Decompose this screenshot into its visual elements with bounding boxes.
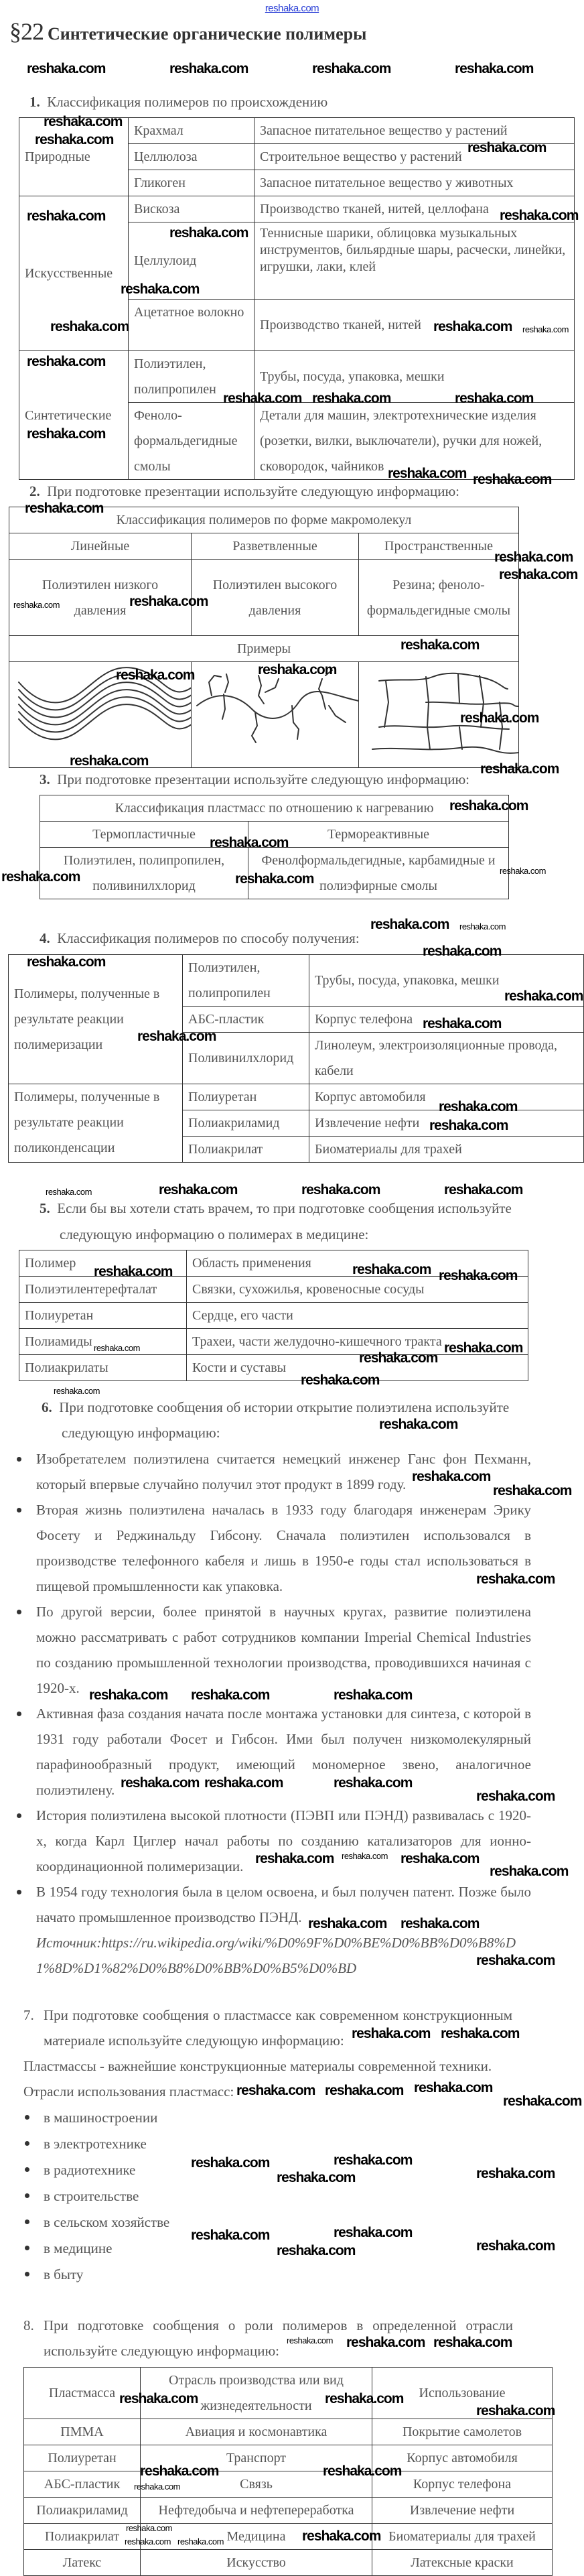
- history-bullet-item: [36, 1701, 531, 1803]
- watermark: reshaka.com: [480, 761, 559, 777]
- bullet-icon: [17, 1813, 21, 1818]
- watermark: reshaka.com: [287, 2335, 333, 2345]
- polymer-cell: Полиэтилен, полипропилен: [129, 351, 254, 403]
- task-text: При подготовке презентации используйте следующую информацию:: [47, 483, 459, 499]
- history-bullet: История полиэтилена высокой плотности (ПЭВП или ПЭНД) развивалась с 1920-х, когда Карл Циглер начал работы по созданию катализаторов для ионно-координационной полимеризации.: [36, 1807, 531, 1874]
- polymer-cell: Крахмал: [129, 118, 254, 144]
- watermark: reshaka.com: [312, 61, 391, 76]
- watermark: reshaka.com: [439, 1268, 518, 1283]
- watermark: reshaka.com: [455, 61, 534, 76]
- watermark: reshaka.com: [342, 1851, 388, 1861]
- watermark: reshaka.com: [493, 1483, 572, 1498]
- use-cell: Запасное питательное вещество у животных: [254, 170, 575, 196]
- column-header: Отрасль производства или вид жизнедеятельности: [141, 2368, 372, 2419]
- watermark: reshaka.com: [476, 1789, 555, 1804]
- polymer-cell: Ацетатное волокно: [129, 300, 254, 351]
- watermark: reshaka.com: [126, 2523, 172, 2533]
- watermark: reshaka.com: [308, 1916, 387, 1931]
- watermark: reshaka.com: [134, 2482, 180, 2492]
- column-header: Термопластичные: [40, 822, 248, 848]
- use-cell: Производство тканей, нитей: [254, 300, 575, 351]
- list-item-label: в радиотехнике: [44, 2162, 136, 2178]
- use-cell: Строительное вещество у растений: [254, 144, 575, 170]
- table-title: Классификация полимеров по форме макромолекул: [9, 507, 519, 533]
- watermark: reshaka.com: [70, 753, 149, 769]
- watermark: reshaka.com: [302, 2528, 381, 2544]
- watermark: reshaka.com: [27, 61, 106, 76]
- history-bullet: Активная фаза создания начата после монтажа установки для синтеза, с которой в 1931 году работали Фосет и Гибсон. Ими был получен низкомолекулярный парафинообразный продукт, имеющий мономерное звено, аналогичное полиэтилену.: [36, 1705, 531, 1798]
- group-cell: Природные: [19, 118, 129, 196]
- origin-classification-table: [19, 117, 575, 480]
- watermark: reshaka.com: [301, 1182, 380, 1198]
- watermark: reshaka.com: [467, 140, 546, 155]
- use-cell: Детали для машин, электротехнические изделия (розетки, вилки, выключатели), ручки для ножей, сковородок, чайников: [254, 403, 575, 480]
- watermark: reshaka.com: [169, 61, 248, 76]
- use-cell: Корпус автомобиля: [309, 1084, 584, 1110]
- use-cell: Корпус телефона: [372, 2471, 553, 2498]
- task6-heading-cont: следующую информацию:: [62, 1425, 220, 1441]
- industry-cell: Медицина: [141, 2524, 372, 2550]
- history-bullet-item: [36, 1803, 531, 1879]
- use-cell: Биоматериалы для трахей: [309, 1137, 584, 1163]
- task-number: 6.: [42, 1399, 52, 1415]
- column-header: Полимер: [19, 1250, 187, 1277]
- column-header: Термореактивные: [248, 822, 509, 848]
- plastic-cell: ПММА: [24, 2419, 141, 2445]
- task-number: 3.: [40, 771, 50, 787]
- watermark: reshaka.com: [439, 1099, 518, 1114]
- use-cell: Извлечение нефти: [309, 1110, 584, 1137]
- list-item: [44, 2183, 584, 2209]
- watermark: reshaka.com: [191, 1687, 270, 1703]
- plastics-statement: Пластмассы - важнейшие конструкционные материалы современной техники.: [23, 2058, 492, 2074]
- watermark: reshaka.com: [301, 1372, 380, 1388]
- use-cell: Трахеи, части желудочно-кишечного тракта: [187, 1329, 528, 1355]
- use-cell: Связки, сухожилья, кровеносные сосуды: [187, 1277, 528, 1303]
- industry-cell: Связь: [141, 2471, 372, 2498]
- watermark: reshaka.com: [1, 869, 80, 885]
- watermark: reshaka.com: [334, 1775, 413, 1791]
- task6-heading: [42, 1395, 584, 1420]
- example-cell: Резина; феноло-формальдегидные смолы: [359, 560, 519, 636]
- watermark: reshaka.com: [223, 391, 302, 406]
- watermark: reshaka.com: [191, 2228, 270, 2243]
- watermark: reshaka.com: [255, 1851, 334, 1866]
- history-bullet: В 1954 году технология была в целом освоена, и был получен патент. Позже было начато промышленное производство ПЭНД.: [36, 1884, 531, 1925]
- watermark: reshaka.com: [476, 1953, 555, 1968]
- watermark: reshaka.com: [476, 2166, 555, 2181]
- watermark: reshaka.com: [423, 944, 502, 959]
- watermark: reshaka.com: [379, 1417, 458, 1432]
- watermark: reshaka.com: [433, 319, 512, 334]
- bullet-icon: [17, 1508, 21, 1512]
- watermark: reshaka.com: [504, 988, 583, 1004]
- value-cell: Фенолформальдегидные, карбамидные и полиэфирные смолы: [248, 848, 509, 899]
- page-title: [9, 17, 366, 46]
- watermark: reshaka.com: [441, 2026, 520, 2041]
- watermark: reshaka.com: [388, 466, 467, 481]
- use-cell: Кости и суставы: [187, 1355, 528, 1381]
- watermark: reshaka.com: [27, 208, 106, 224]
- polymer-cell: Целлулоид: [129, 222, 254, 300]
- plastics-list-title: Отрасли использования пластмасс:: [23, 2083, 234, 2100]
- bullet-icon: [25, 2246, 29, 2250]
- bullet-icon: [25, 2115, 29, 2120]
- watermark: reshaka.com: [54, 1386, 100, 1396]
- watermark: reshaka.com: [334, 2225, 413, 2240]
- industry-cell: Авиация и космонавтика: [141, 2419, 372, 2445]
- bullet-icon: [25, 2272, 29, 2276]
- watermark: reshaka.com: [490, 1864, 569, 1879]
- use-cell: Теннисные шарики, облицовка музыкальных инструментов, бильярдные шары, расчески, линейки, игрушки, лаки, клей: [254, 222, 575, 300]
- task7-text: При подготовке сообщения о пластмассе как современном конструкционным материале используйте следующую информацию:: [44, 2007, 512, 2049]
- bullet-icon: [25, 2141, 29, 2146]
- watermark: reshaka.com: [460, 710, 539, 726]
- watermark: reshaka.com: [400, 637, 480, 653]
- polymer-cell: Полиуретан: [19, 1303, 187, 1329]
- watermark: reshaka.com: [35, 132, 114, 147]
- watermark: reshaka.com: [13, 600, 60, 610]
- polymer-cell: Полиуретан: [183, 1084, 309, 1110]
- task-text: При подготовке презентации используйте следующую информацию:: [57, 771, 469, 787]
- example-cell: Полиэтилен высокого давления: [192, 560, 359, 636]
- use-cell: Трубы, посуда, упаковка, мешки: [309, 955, 584, 1007]
- watermark: reshaka.com: [455, 391, 534, 406]
- watermark: reshaka.com: [500, 208, 579, 223]
- use-cell: Корпус автомобиля: [372, 2445, 553, 2471]
- watermark: reshaka.com: [476, 2238, 555, 2254]
- example-cell: Полиэтилен низкого давления: [9, 560, 192, 636]
- task-text: Классификация полимеров по происхождению: [47, 94, 328, 110]
- plastic-cell: АБС-пластик: [24, 2471, 141, 2498]
- bullet-icon: [17, 1712, 21, 1716]
- use-cell: Покрытие самолетов: [372, 2419, 553, 2445]
- use-cell: Сердце, его части: [187, 1303, 528, 1329]
- watermark: reshaka.com: [191, 2155, 270, 2171]
- watermark: reshaka.com: [258, 662, 337, 678]
- watermark: reshaka.com: [159, 1182, 238, 1198]
- watermark: reshaka.com: [50, 319, 129, 334]
- watermark: reshaka.com: [449, 798, 528, 814]
- list-item: [44, 2209, 584, 2236]
- watermark: reshaka.com: [323, 2463, 402, 2479]
- bullet-icon: [17, 1457, 21, 1462]
- group-cell: Полимеры, полученные в результате реакции поликонденсации: [9, 1084, 183, 1163]
- plastic-cell: Полиакрилат: [24, 2524, 141, 2550]
- use-cell: Трубы, посуда, упаковка, мешки: [254, 351, 575, 403]
- polymer-cell: Целлюлоза: [129, 144, 254, 170]
- task8-text: При подготовке сообщения о роли полимеров в определенной отрасли используйте следующую информацию:: [44, 2317, 513, 2359]
- use-cell: Корпус телефона: [309, 1007, 584, 1033]
- polymer-cell: Гликоген: [129, 170, 254, 196]
- task-text: Классификация полимеров по способу получения:: [57, 930, 360, 946]
- site-link[interactable]: reshaka.com: [265, 3, 319, 14]
- bullet-icon: [25, 2167, 29, 2172]
- list-item-label: в строительстве: [44, 2188, 139, 2204]
- watermark: reshaka.com: [414, 2080, 493, 2096]
- watermark: reshaka.com: [277, 2170, 356, 2185]
- watermark: reshaka.com: [346, 2335, 425, 2350]
- watermark: reshaka.com: [400, 1916, 480, 1931]
- task-number: 7.: [23, 2007, 34, 2023]
- watermark: reshaka.com: [476, 1571, 555, 1587]
- watermark: reshaka.com: [204, 1775, 283, 1791]
- list-item-label: в быту: [44, 2266, 84, 2282]
- plastic-cell: Латекс: [24, 2550, 141, 2576]
- column-header: Линейные: [9, 533, 192, 560]
- history-bullet: По другой версии, более принятой в научных кругах, развитие полиэтилена можно рассматривать с работ сотрудников компании Imperial Chemical Industries по созданию промышленной технологии производства, проводившихся начиная с 1920-х.: [36, 1604, 531, 1696]
- watermark: reshaka.com: [236, 2083, 315, 2098]
- watermark: reshaka.com: [277, 2243, 356, 2258]
- use-cell: Извлечение нефти: [372, 2498, 553, 2524]
- watermark: reshaka.com: [27, 954, 106, 970]
- task-number: 8.: [23, 2317, 34, 2333]
- task-number: 4.: [40, 930, 50, 946]
- task5-heading: [40, 1196, 512, 1221]
- watermark: reshaka.com: [459, 921, 506, 931]
- bullet-icon: [25, 2219, 29, 2224]
- polymer-cell: Полиэтилентерефталат: [19, 1277, 187, 1303]
- bullet-icon: [17, 1890, 21, 1894]
- watermark: reshaka.com: [325, 2083, 404, 2098]
- polymer-cell: Феноло-формальдегидные смолы: [129, 403, 254, 480]
- watermark: reshaka.com: [429, 1118, 508, 1133]
- polymer-cell: Полиакрилат: [183, 1137, 309, 1163]
- task4-heading: [40, 925, 360, 951]
- history-bullet-item: [36, 1497, 531, 1599]
- watermark: reshaka.com: [312, 391, 391, 406]
- task3-heading: [40, 767, 469, 792]
- polymer-cell: Полиамиды: [19, 1329, 187, 1355]
- group-cell: Искусственные: [19, 196, 129, 351]
- industry-cell: Искусство: [141, 2550, 372, 2576]
- use-cell: Латексные краски: [372, 2550, 553, 2576]
- watermark: reshaka.com: [352, 2026, 431, 2041]
- watermark: reshaka.com: [125, 2536, 171, 2547]
- task5-heading-cont: следующую информацию о полимерах в медицине:: [60, 1226, 369, 1242]
- watermark: reshaka.com: [503, 2094, 582, 2109]
- watermark: reshaka.com: [444, 1182, 523, 1198]
- value-cell: Полиэтилен, полипропилен, поливинилхлорид: [40, 848, 248, 899]
- watermark: reshaka.com: [370, 917, 449, 932]
- watermark: reshaka.com: [359, 1350, 438, 1366]
- column-header: Использование: [372, 2368, 553, 2419]
- use-cell: Биоматериалы для трахей: [372, 2524, 553, 2550]
- column-header: Пространственные: [359, 533, 519, 560]
- watermark: reshaka.com: [235, 871, 314, 887]
- list-item: [44, 2131, 584, 2157]
- watermark: reshaka.com: [522, 324, 569, 334]
- watermark: reshaka.com: [121, 281, 200, 297]
- watermark: reshaka.com: [412, 1469, 491, 1484]
- polymer-cell: Полиэтилен, полипропилен: [183, 955, 309, 1007]
- use-cell: Линолеум, электроизоляционные провода, кабели: [309, 1033, 584, 1084]
- group-cell: Полимеры, полученные в результате реакции полимеризации: [9, 955, 183, 1084]
- bullet-icon: [25, 2193, 29, 2198]
- watermark: reshaka.com: [334, 1687, 413, 1703]
- watermark: reshaka.com: [423, 1016, 502, 1031]
- task-text: Если бы вы хотели стать врачем, то при подготовке сообщения используйте: [57, 1200, 512, 1216]
- watermark: reshaka.com: [334, 2152, 413, 2168]
- watermark: reshaka.com: [94, 1264, 173, 1279]
- watermark: reshaka.com: [169, 225, 248, 241]
- watermark: reshaka.com: [119, 2391, 198, 2406]
- industry-cell: Транспорт: [141, 2445, 372, 2471]
- watermark: reshaka.com: [444, 1340, 523, 1356]
- column-header: Пластмасса: [24, 2368, 141, 2419]
- polymer-cell: Полиакрилаты: [19, 1355, 187, 1381]
- watermark: reshaka.com: [473, 472, 552, 487]
- plastics-usage-list: [0, 2105, 584, 2288]
- watermark: reshaka.com: [500, 866, 546, 876]
- list-item-label: в медицине: [44, 2240, 113, 2256]
- watermark: reshaka.com: [177, 2536, 224, 2547]
- watermark: reshaka.com: [27, 354, 106, 369]
- watermark: reshaka.com: [352, 1262, 431, 1277]
- column-header: Разветвленные: [192, 533, 359, 560]
- watermark: reshaka.com: [140, 2463, 219, 2479]
- polymer-cell: Вискоза: [129, 196, 254, 222]
- watermark: reshaka.com: [27, 426, 106, 442]
- watermark: reshaka.com: [129, 594, 208, 609]
- watermark: reshaka.com: [494, 550, 573, 565]
- watermark: reshaka.com: [46, 1187, 92, 1197]
- task-number: 1.: [29, 94, 40, 110]
- task-number: 2.: [29, 483, 40, 499]
- bullet-icon: [17, 1610, 21, 1614]
- use-cell: Запасное питательное вещество у растений: [254, 118, 575, 144]
- history-bullet: Вторая жизнь полиэтилена началась в 1933 году благодаря инженерам Эрику Фосету и Реджинальду Гибсону. Сначала полиэтилен использовался в производстве телефонного кабеля и лишь в 1950-е годы стал использоваться в пищевой промышленности как упаковка.: [36, 1502, 531, 1594]
- task1-heading: [29, 89, 327, 115]
- list-item-label: в сельском хозяйстве: [44, 2214, 170, 2230]
- list-item-label: в электротехнике: [44, 2136, 147, 2152]
- watermark: reshaka.com: [94, 1343, 140, 1353]
- section-title: Синтетические органические полимеры: [48, 24, 367, 44]
- list-item-label: в машиностроении: [44, 2110, 158, 2126]
- history-bullet-item: [36, 1599, 531, 1701]
- watermark: reshaka.com: [116, 667, 195, 683]
- table-title: Классификация пластмасс по отношению к нагреванию: [40, 795, 509, 822]
- history-bullet: Изобретателем полиэтилена считается немецкий инженер Ганс фон Пехманн, который впервые случайно получил этот продукт в 1899 году.: [36, 1451, 531, 1492]
- watermark: reshaka.com: [210, 835, 289, 850]
- source-link[interactable]: Источник:https://ru.wikipedia.org/wiki/%D0%9F%D0%BE%D0%BB%D0%B8%D1%8D%D1%82%D0%B8%D0%BB%D0%B5%D0%BD: [36, 1935, 516, 1976]
- group-cell: Синтетические: [19, 351, 129, 480]
- watermark: reshaka.com: [499, 567, 578, 582]
- watermark: reshaka.com: [433, 2335, 512, 2350]
- industry-polymers-table: [23, 2367, 553, 2576]
- watermark: reshaka.com: [476, 2403, 555, 2419]
- section-number: §22: [9, 18, 44, 45]
- industry-cell: Нефтедобыча и нефтепереработка: [141, 2498, 372, 2524]
- column-header: Область применения: [187, 1250, 528, 1277]
- task-text: При подготовке сообщения об истории открытие полиэтилена используйте: [59, 1399, 510, 1415]
- polymer-cell: АБС-пластик: [183, 1007, 309, 1033]
- watermark: reshaka.com: [89, 1687, 168, 1703]
- watermark: reshaka.com: [400, 1851, 480, 1866]
- examples-label: Примеры: [9, 636, 519, 662]
- task-number: 5.: [40, 1200, 50, 1216]
- watermark: reshaka.com: [121, 1775, 200, 1791]
- watermark: reshaka.com: [44, 114, 123, 129]
- list-item: [44, 2262, 584, 2288]
- use-cell: Производство тканей, нитей, целлофана: [254, 196, 575, 222]
- polymer-cell: Поливинилхлорид: [183, 1033, 309, 1084]
- plastic-cell: Полиуретан: [24, 2445, 141, 2471]
- plastic-cell: Полиакриламид: [24, 2498, 141, 2524]
- watermark: reshaka.com: [325, 2391, 404, 2406]
- watermark: reshaka.com: [25, 501, 104, 516]
- polymer-cell: Полиакриламид: [183, 1110, 309, 1137]
- watermark: reshaka.com: [137, 1029, 216, 1044]
